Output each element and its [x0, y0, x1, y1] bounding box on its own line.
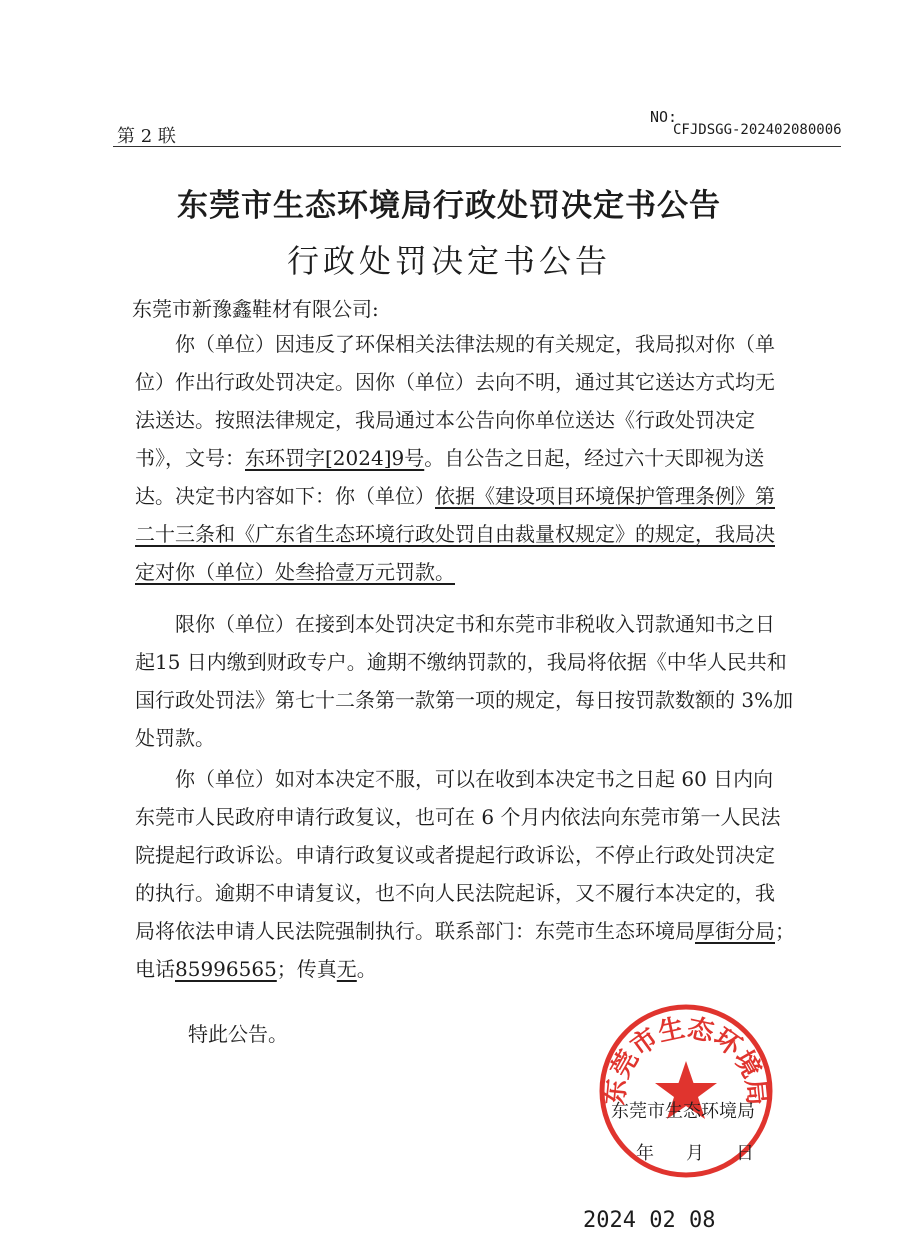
body-line [135, 684, 793, 713]
issuing-organization: 东莞市生态环境局 [611, 1101, 755, 1122]
body-text: 你（单位）如对本决定不服，可以在收到本决定书之日起 60 日内向 [135, 767, 774, 791]
underlined-text: 无 [336, 957, 357, 981]
body-text: 。自公告之日起，经过六十天即视为送 [424, 446, 765, 470]
body-line [135, 518, 775, 547]
body-text: 起15 日内缴到财政专户。逾期不缴纳罚款的，我局将依据《中华人民共和 [135, 650, 787, 674]
body-line [135, 480, 775, 509]
underlined-text: 厚街分局 [695, 919, 775, 943]
body-text: 。 [356, 957, 377, 981]
body-text: 电话 [135, 957, 175, 981]
underlined-text: 东环罚字[2024]9号 [245, 446, 425, 470]
body-line [135, 646, 787, 675]
body-line [135, 877, 775, 906]
body-line [135, 328, 775, 357]
header-rule [113, 146, 841, 147]
document-number: CFJDSGG-202402080006 [673, 122, 842, 138]
body-line [135, 915, 795, 944]
body-text: 院提起行政诉讼。申请行政复议或者提起行政诉讼，不停止行政处罚决定 [135, 843, 775, 867]
body-line [135, 839, 775, 868]
body-line [135, 763, 773, 792]
body-text: 的执行。逾期不申请复议，也不向人民法院起诉，又不履行本决定的，我 [135, 881, 775, 905]
addressee: 东莞市新豫鑫鞋材有限公司: [132, 297, 379, 321]
document-number-label: NO: [650, 108, 678, 126]
body-line [135, 608, 775, 637]
body-text: 你（单位）因违反了环保相关法律法规的有关规定，我局拟对你（单 [135, 332, 775, 356]
body-text: 位）作出行政处罚决定。因你（单位）去向不明，通过其它送达方式均无 [135, 370, 775, 394]
underlined-text: 85996565 [175, 957, 277, 981]
underlined-text: 二十三条和《广东省生态环境行政处罚自由裁量权规定》的规定，我局决 [135, 522, 775, 546]
body-text: 达。决定书内容如下：你（单位） [135, 484, 435, 508]
body-text: 国行政处罚法》第七十二条第一款第一项的规定，每日按罚款数额的 3%加 [135, 688, 794, 712]
underlined-text: 依据《建设项目环境保护管理条例》第 [435, 484, 775, 508]
copy-label: 第 2 联 [117, 126, 176, 147]
body-text: 法送达。按照法律规定，我局通过本公告向你单位送达《行政处罚决定 [135, 408, 755, 432]
closing-remark: 特此公告。 [188, 1022, 288, 1046]
body-text: 书》，文号： [135, 446, 245, 470]
body-line [135, 366, 775, 395]
body-line [135, 556, 455, 585]
body-text: 处罚款。 [135, 726, 215, 750]
document-subtitle: 行政处罚决定书公告 [286, 242, 611, 280]
document-title: 东莞市生态环境局行政处罚决定书公告 [177, 188, 721, 224]
body-text: ；传真 [276, 957, 337, 981]
underlined-text: 定对你（单位）处叁拾壹万元罚款。 [135, 560, 455, 584]
body-line [135, 442, 764, 471]
issue-date: 2024 02 08 [583, 1208, 716, 1233]
body-line [135, 953, 377, 982]
body-line [135, 801, 780, 830]
signature-date-label: 年月日 [636, 1143, 786, 1164]
body-text: 限你（单位）在接到本处罚决定书和东莞市非税收入罚款通知书之日 [135, 612, 775, 636]
body-line [135, 404, 755, 433]
body-line [135, 722, 215, 751]
body-text: 局将依法申请人民法院强制执行。联系部门：东莞市生态环境局 [135, 919, 695, 943]
seal-ring-text: 东莞市生态环境局 [600, 1013, 772, 1107]
body-text: 东莞市人民政府申请行政复议，也可在 6 个月内依法向东莞市第一人民法 [135, 805, 781, 829]
body-text: ； [775, 919, 795, 943]
